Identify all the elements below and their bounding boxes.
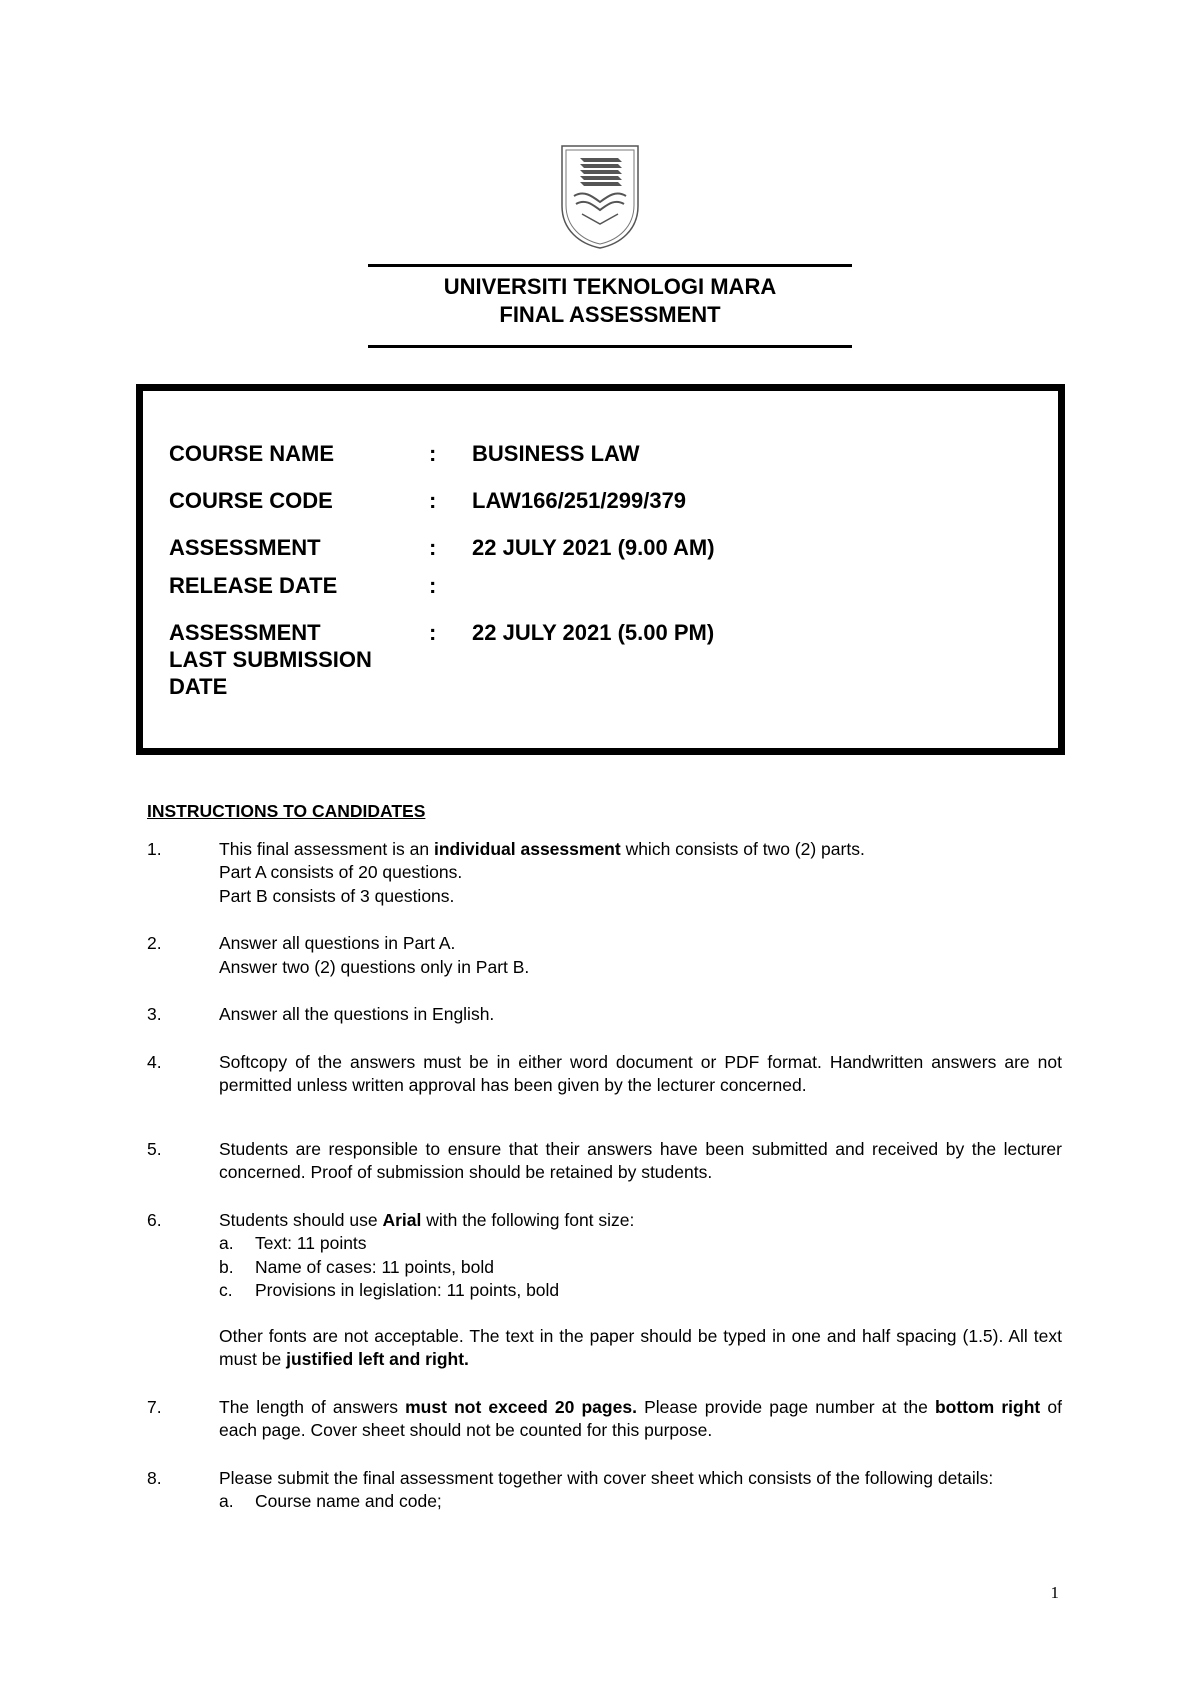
item-2-line2: Answer two (2) questions only in Part B. xyxy=(219,956,530,977)
title-rule-bottom xyxy=(368,345,852,348)
title-block xyxy=(368,264,852,348)
item-8-sub-a: a. Course name and code; xyxy=(219,1491,442,1511)
item-5-text: Students are responsible to ensure that their answers have been submitted and received by the lecturer concerned. Proof of submission should be retained by students. xyxy=(219,1138,1062,1182)
item-number: 5. xyxy=(147,1138,162,1159)
release-label-line2: RELEASE DATE xyxy=(169,573,338,598)
item-number: 4. xyxy=(147,1051,162,1072)
item-6-sub-a: a. Text: 11 points xyxy=(219,1233,367,1253)
instruction-item-4 xyxy=(147,1051,1062,1098)
item-6-sub-b: b. Name of cases: 11 points, bold xyxy=(219,1256,494,1277)
course-info-box xyxy=(136,384,1065,755)
item-number: 7. xyxy=(147,1396,162,1417)
item-6-line1: Students should use Arial with the following font size: xyxy=(219,1209,635,1230)
item-1-line2: Part A consists of 20 questions. xyxy=(219,862,463,882)
instruction-item-5 xyxy=(147,1138,1062,1185)
exam-title: FINAL ASSESSMENT xyxy=(499,302,721,327)
submission-label-line3: DATE xyxy=(169,674,228,699)
colon: : xyxy=(429,573,437,598)
page-number: 1 xyxy=(1050,1583,1059,1602)
instruction-item-1 xyxy=(147,838,1062,909)
course-code-value: LAW166/251/299/379 xyxy=(472,488,687,513)
item-number: 8. xyxy=(147,1467,162,1488)
item-6-paragraph: Other fonts are not acceptable. The text in the paper should be typed in one and half spacing (1.5). All text must be justified left and right. xyxy=(219,1325,1062,1369)
instructions-heading: INSTRUCTIONS TO CANDIDATES xyxy=(147,801,426,821)
submission-label-line2: LAST SUBMISSION xyxy=(169,647,372,672)
instructions-section xyxy=(147,800,1062,1514)
colon: : xyxy=(429,488,437,513)
item-1-line3: Part B consists of 3 questions. xyxy=(219,885,455,906)
instruction-item-7 xyxy=(147,1396,1062,1443)
instruction-item-6 xyxy=(147,1209,1062,1372)
course-name-label: COURSE NAME xyxy=(169,441,335,466)
title-rule-top xyxy=(368,264,852,267)
course-code-label: COURSE CODE xyxy=(169,488,333,513)
instruction-item-8 xyxy=(147,1467,1062,1514)
item-1-line1: This final assessment is an individual assessment which consists of two (2) parts. xyxy=(219,838,865,859)
instruction-item-3 xyxy=(147,1003,1062,1027)
item-number: 2. xyxy=(147,933,162,953)
colon: : xyxy=(429,620,437,645)
item-4-text: Softcopy of the answers must be in either word document or PDF format. Handwritten answers are not permitted unless written approval has been given by the lecturer concerned. xyxy=(219,1051,1062,1095)
university-crest-logo xyxy=(560,144,640,250)
release-label-line1: ASSESSMENT xyxy=(169,535,321,560)
item-number: 1. xyxy=(147,838,162,859)
instruction-item-2 xyxy=(147,932,1062,979)
item-2-line1: Answer all questions in Part A. xyxy=(219,933,456,953)
item-number: 3. xyxy=(147,1004,162,1024)
item-number: 6. xyxy=(147,1209,162,1230)
release-date-value: 22 JULY 2021 (9.00 AM) xyxy=(472,535,715,560)
item-3-line1: Answer all the questions in English. xyxy=(219,1004,495,1024)
submission-date-value: 22 JULY 2021 (5.00 PM) xyxy=(472,620,715,645)
item-6-sub-c: c. Provisions in legislation: 11 points, bold xyxy=(219,1280,560,1300)
university-name: UNIVERSITI TEKNOLOGI MARA xyxy=(443,274,777,299)
colon: : xyxy=(429,441,437,466)
item-7-text: The length of answers must not exceed 20 pages. Please provide page number at the bottom right of each page. Cover sheet should not be counted for this purpose. xyxy=(219,1396,1062,1440)
item-8-text: Please submit the final assessment together with cover sheet which consists of the following details: xyxy=(219,1467,994,1488)
submission-label-line1: ASSESSMENT xyxy=(169,620,321,645)
course-name-value: BUSINESS LAW xyxy=(472,441,640,466)
colon: : xyxy=(429,535,437,560)
